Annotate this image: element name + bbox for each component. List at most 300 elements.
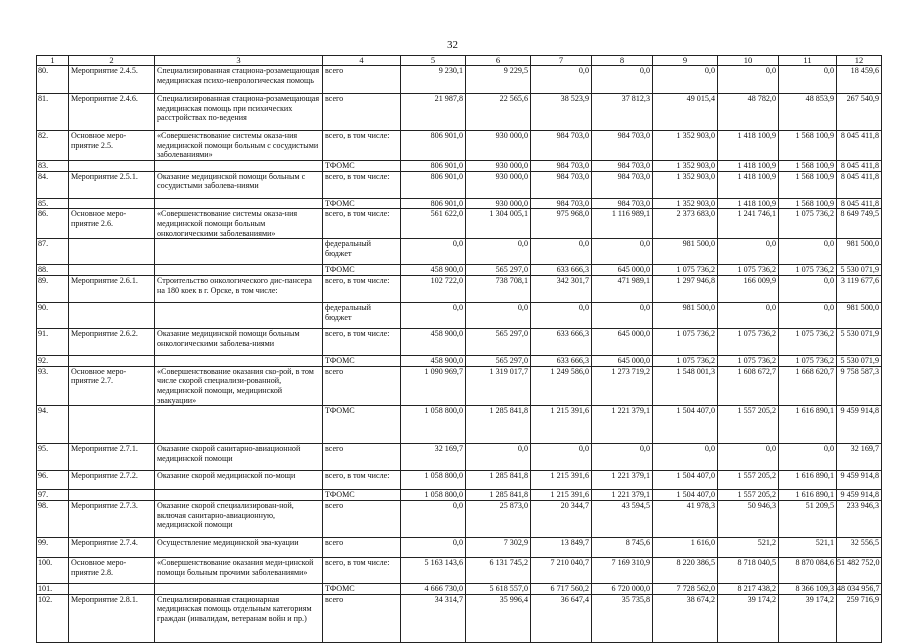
value-cell: 21 987,8 bbox=[401, 94, 466, 131]
value-cell: 1 352 903,0 bbox=[653, 160, 718, 171]
value-cell: 32 169,7 bbox=[401, 444, 466, 471]
funding-source: всего bbox=[323, 366, 401, 405]
value-cell: 1 075 736,2 bbox=[779, 265, 837, 276]
value-cell: 806 901,0 bbox=[401, 131, 466, 161]
event-name bbox=[69, 160, 155, 171]
value-cell: 0,0 bbox=[653, 444, 718, 471]
value-cell: 981 500,0 bbox=[837, 303, 882, 329]
value-cell: 8 870 084,6 bbox=[779, 558, 837, 584]
value-cell: 0,0 bbox=[531, 444, 592, 471]
value-cell: 1 075 736,2 bbox=[779, 329, 837, 356]
value-cell: 8 045 411,8 bbox=[837, 131, 882, 161]
value-cell: 9 230,1 bbox=[401, 66, 466, 94]
event-description: Оказание медицинской помощи больным онкологическими заболева-ниями bbox=[155, 329, 323, 356]
event-name bbox=[69, 584, 155, 595]
value-cell: 0,0 bbox=[779, 276, 837, 303]
header-cell: 9 bbox=[653, 56, 718, 66]
value-cell: 1 090 969,7 bbox=[401, 366, 466, 405]
value-cell: 1 221 379,1 bbox=[592, 490, 653, 501]
event-name: Мероприятие 2.5.1. bbox=[69, 171, 155, 198]
value-cell: 102 722,0 bbox=[401, 276, 466, 303]
value-cell: 0,0 bbox=[718, 303, 779, 329]
value-cell: 565 297,0 bbox=[466, 265, 531, 276]
table-row bbox=[37, 366, 882, 405]
value-cell: 1 058 800,0 bbox=[401, 406, 466, 444]
event-name: Мероприятие 2.7.3. bbox=[69, 501, 155, 538]
value-cell: 1 418 100,9 bbox=[718, 198, 779, 209]
value-cell: 38 523,9 bbox=[531, 94, 592, 131]
value-cell: 0,0 bbox=[779, 444, 837, 471]
value-cell: 18 459,6 bbox=[837, 66, 882, 94]
value-cell: 1 352 903,0 bbox=[653, 171, 718, 198]
table-row bbox=[37, 356, 882, 367]
value-cell: 166 009,9 bbox=[718, 276, 779, 303]
table-row bbox=[37, 171, 882, 198]
value-cell: 975 968,0 bbox=[531, 209, 592, 239]
row-number: 84. bbox=[37, 171, 69, 198]
event-description bbox=[155, 303, 323, 329]
funding-source: ТФОМС bbox=[323, 265, 401, 276]
value-cell: 9 459 914,8 bbox=[837, 406, 882, 444]
event-name: Основное меро-приятие 2.7. bbox=[69, 366, 155, 405]
value-cell: 1 285 841,8 bbox=[466, 471, 531, 490]
value-cell: 9 459 914,8 bbox=[837, 490, 882, 501]
value-cell: 633 666,3 bbox=[531, 329, 592, 356]
value-cell: 1 215 391,6 bbox=[531, 490, 592, 501]
value-cell: 458 900,0 bbox=[401, 329, 466, 356]
row-number: 101. bbox=[37, 584, 69, 595]
event-name bbox=[69, 490, 155, 501]
value-cell: 8 045 411,8 bbox=[837, 171, 882, 198]
value-cell: 984 703,0 bbox=[592, 198, 653, 209]
funding-source: всего, в том числе: bbox=[323, 276, 401, 303]
funding-source: всего, в том числе: bbox=[323, 471, 401, 490]
value-cell: 48 853,9 bbox=[779, 94, 837, 131]
funding-source: федеральный бюджет bbox=[323, 303, 401, 329]
header-cell: 7 bbox=[531, 56, 592, 66]
value-cell: 1 058 800,0 bbox=[401, 490, 466, 501]
table-row bbox=[37, 239, 882, 265]
row-number: 80. bbox=[37, 66, 69, 94]
row-number: 92. bbox=[37, 356, 69, 367]
table-row bbox=[37, 490, 882, 501]
value-cell: 5 530 071,9 bbox=[837, 356, 882, 367]
funding-source: ТФОМС bbox=[323, 356, 401, 367]
table-row bbox=[37, 209, 882, 239]
value-cell: 0,0 bbox=[401, 303, 466, 329]
value-cell: 1 075 736,2 bbox=[718, 356, 779, 367]
table-row bbox=[37, 538, 882, 558]
table-row bbox=[37, 501, 882, 538]
value-cell: 930 000,0 bbox=[466, 131, 531, 161]
value-cell: 259 716,9 bbox=[837, 594, 882, 642]
event-name: Основное меро-приятие 2.6. bbox=[69, 209, 155, 239]
value-cell: 8 745,6 bbox=[592, 538, 653, 558]
value-cell: 35 996,4 bbox=[466, 594, 531, 642]
value-cell: 0,0 bbox=[653, 66, 718, 94]
value-cell: 9 459 914,8 bbox=[837, 471, 882, 490]
value-cell: 2 373 683,0 bbox=[653, 209, 718, 239]
value-cell: 1 215 391,6 bbox=[531, 406, 592, 444]
value-cell: 7 210 040,7 bbox=[531, 558, 592, 584]
value-cell: 471 989,1 bbox=[592, 276, 653, 303]
value-cell: 1 075 736,2 bbox=[718, 265, 779, 276]
header-cell: 8 bbox=[592, 56, 653, 66]
event-description: Оказание скорой медицинской по-мощи bbox=[155, 471, 323, 490]
value-cell: 1 616 890,1 bbox=[779, 406, 837, 444]
value-cell: 521,1 bbox=[779, 538, 837, 558]
header-cell: 3 bbox=[155, 56, 323, 66]
value-cell: 1 568 100,9 bbox=[779, 171, 837, 198]
row-number: 96. bbox=[37, 471, 69, 490]
value-cell: 6 131 745,2 bbox=[466, 558, 531, 584]
value-cell: 267 540,9 bbox=[837, 94, 882, 131]
budget-table bbox=[36, 55, 882, 643]
value-cell: 981 500,0 bbox=[837, 239, 882, 265]
table-row bbox=[37, 444, 882, 471]
value-cell: 1 075 736,2 bbox=[718, 329, 779, 356]
header-row bbox=[37, 56, 882, 66]
event-description: Оказание скорой санитарно-авиационной медицинской помощи bbox=[155, 444, 323, 471]
value-cell: 36 647,4 bbox=[531, 594, 592, 642]
value-cell: 0,0 bbox=[401, 501, 466, 538]
value-cell: 0,0 bbox=[779, 66, 837, 94]
row-number: 87. bbox=[37, 239, 69, 265]
value-cell: 8 220 386,5 bbox=[653, 558, 718, 584]
value-cell: 1 418 100,9 bbox=[718, 160, 779, 171]
funding-source: ТФОМС bbox=[323, 160, 401, 171]
table-row bbox=[37, 406, 882, 444]
value-cell: 1 285 841,8 bbox=[466, 490, 531, 501]
event-name: Основное меро-приятие 2.5. bbox=[69, 131, 155, 161]
value-cell: 1 548 001,3 bbox=[653, 366, 718, 405]
value-cell: 458 900,0 bbox=[401, 265, 466, 276]
header-cell: 5 bbox=[401, 56, 466, 66]
value-cell: 25 873,0 bbox=[466, 501, 531, 538]
value-cell: 5 530 071,9 bbox=[837, 265, 882, 276]
value-cell: 1 352 903,0 bbox=[653, 131, 718, 161]
value-cell: 1 215 391,6 bbox=[531, 471, 592, 490]
value-cell: 984 703,0 bbox=[531, 171, 592, 198]
value-cell: 8 718 040,5 bbox=[718, 558, 779, 584]
value-cell: 5 530 071,9 bbox=[837, 329, 882, 356]
funding-source: ТФОМС bbox=[323, 406, 401, 444]
table-row bbox=[37, 131, 882, 161]
row-number: 102. bbox=[37, 594, 69, 642]
event-description: Специализированная стациона-розамещающая медицинская помощь при психических расстройствах по-ведения bbox=[155, 94, 323, 131]
header-cell: 4 bbox=[323, 56, 401, 66]
row-number: 82. bbox=[37, 131, 69, 161]
value-cell: 1 249 586,0 bbox=[531, 366, 592, 405]
funding-source: федеральный бюджет bbox=[323, 239, 401, 265]
value-cell: 930 000,0 bbox=[466, 198, 531, 209]
value-cell: 565 297,0 bbox=[466, 329, 531, 356]
value-cell: 984 703,0 bbox=[531, 160, 592, 171]
event-description: Осуществление медицинской эва-куации bbox=[155, 538, 323, 558]
value-cell: 5 618 557,0 bbox=[466, 584, 531, 595]
value-cell: 1 504 407,0 bbox=[653, 471, 718, 490]
event-description: «Совершенствование системы оказа-ния медицинской помощи больным с сосудистыми заболеваниями» bbox=[155, 131, 323, 161]
value-cell: 565 297,0 bbox=[466, 356, 531, 367]
value-cell: 984 703,0 bbox=[592, 160, 653, 171]
funding-source: всего bbox=[323, 594, 401, 642]
funding-source: всего, в том числе: bbox=[323, 131, 401, 161]
event-name: Мероприятие 2.6.1. bbox=[69, 276, 155, 303]
event-name: Мероприятие 2.7.2. bbox=[69, 471, 155, 490]
value-cell: 0,0 bbox=[466, 303, 531, 329]
value-cell: 984 703,0 bbox=[592, 131, 653, 161]
value-cell: 4 666 730,0 bbox=[401, 584, 466, 595]
event-name: Мероприятие 2.6.2. bbox=[69, 329, 155, 356]
table-row bbox=[37, 94, 882, 131]
event-name: Мероприятие 2.7.1. bbox=[69, 444, 155, 471]
value-cell: 13 849,7 bbox=[531, 538, 592, 558]
row-number: 88. bbox=[37, 265, 69, 276]
table-row bbox=[37, 584, 882, 595]
value-cell: 49 015,4 bbox=[653, 94, 718, 131]
value-cell: 0,0 bbox=[401, 538, 466, 558]
value-cell: 1 058 800,0 bbox=[401, 471, 466, 490]
header-cell: 10 bbox=[718, 56, 779, 66]
value-cell: 0,0 bbox=[592, 66, 653, 94]
value-cell: 0,0 bbox=[466, 444, 531, 471]
value-cell: 806 901,0 bbox=[401, 160, 466, 171]
row-number: 81. bbox=[37, 94, 69, 131]
event-description: Специализированная стационарная медицинская помощь отдельным категориям граждан (инвалидам, ветеранам войн и пр.) bbox=[155, 594, 323, 642]
value-cell: 1 304 005,1 bbox=[466, 209, 531, 239]
table-body bbox=[37, 66, 882, 643]
header-cell: 1 bbox=[37, 56, 69, 66]
value-cell: 0,0 bbox=[466, 239, 531, 265]
event-description: Оказание скорой специализирован-ной, включая санитарно-авиационную, медицинской помощи bbox=[155, 501, 323, 538]
row-number: 86. bbox=[37, 209, 69, 239]
page-number: 32 bbox=[447, 39, 458, 51]
value-cell: 51 482 752,0 bbox=[837, 558, 882, 584]
value-cell: 32 556,5 bbox=[837, 538, 882, 558]
value-cell: 1 075 736,2 bbox=[653, 356, 718, 367]
funding-source: всего bbox=[323, 94, 401, 131]
table-row bbox=[37, 594, 882, 642]
value-cell: 0,0 bbox=[718, 239, 779, 265]
value-cell: 1 608 672,7 bbox=[718, 366, 779, 405]
value-cell: 738 708,1 bbox=[466, 276, 531, 303]
value-cell: 806 901,0 bbox=[401, 171, 466, 198]
header-cell: 6 bbox=[466, 56, 531, 66]
value-cell: 1 568 100,9 bbox=[779, 160, 837, 171]
event-name: Мероприятие 2.7.4. bbox=[69, 538, 155, 558]
table-row bbox=[37, 160, 882, 171]
funding-source: всего, в том числе: bbox=[323, 329, 401, 356]
table-row bbox=[37, 265, 882, 276]
event-description: «Совершенствование системы оказа-ния медицинской помощи больным онкологическими заболеваниями» bbox=[155, 209, 323, 239]
value-cell: 0,0 bbox=[779, 303, 837, 329]
table-row bbox=[37, 558, 882, 584]
value-cell: 7 302,9 bbox=[466, 538, 531, 558]
value-cell: 8 649 749,5 bbox=[837, 209, 882, 239]
value-cell: 930 000,0 bbox=[466, 171, 531, 198]
event-name: Мероприятие 2.8.1. bbox=[69, 594, 155, 642]
row-number: 93. bbox=[37, 366, 69, 405]
event-name bbox=[69, 265, 155, 276]
event-name: Мероприятие 2.4.5. bbox=[69, 66, 155, 94]
funding-source: всего, в том числе: bbox=[323, 171, 401, 198]
value-cell: 930 000,0 bbox=[466, 160, 531, 171]
row-number: 97. bbox=[37, 490, 69, 501]
event-name bbox=[69, 406, 155, 444]
value-cell: 981 500,0 bbox=[653, 303, 718, 329]
value-cell: 0,0 bbox=[779, 239, 837, 265]
value-cell: 1 075 736,2 bbox=[653, 265, 718, 276]
event-description bbox=[155, 584, 323, 595]
value-cell: 0,0 bbox=[592, 303, 653, 329]
value-cell: 1 616 890,1 bbox=[779, 490, 837, 501]
value-cell: 22 565,6 bbox=[466, 94, 531, 131]
value-cell: 8 045 411,8 bbox=[837, 160, 882, 171]
value-cell: 41 978,3 bbox=[653, 501, 718, 538]
value-cell: 1 557 205,2 bbox=[718, 471, 779, 490]
funding-source: ТФОМС bbox=[323, 584, 401, 595]
funding-source: ТФОМС bbox=[323, 490, 401, 501]
value-cell: 8 217 438,2 bbox=[718, 584, 779, 595]
table-row bbox=[37, 66, 882, 94]
table-row bbox=[37, 198, 882, 209]
value-cell: 32 169,7 bbox=[837, 444, 882, 471]
row-number: 91. bbox=[37, 329, 69, 356]
table-row bbox=[37, 329, 882, 356]
value-cell: 458 900,0 bbox=[401, 356, 466, 367]
row-number: 89. bbox=[37, 276, 69, 303]
value-cell: 9 758 587,3 bbox=[837, 366, 882, 405]
value-cell: 1 273 719,2 bbox=[592, 366, 653, 405]
value-cell: 1 075 736,2 bbox=[779, 209, 837, 239]
event-description bbox=[155, 239, 323, 265]
value-cell: 806 901,0 bbox=[401, 198, 466, 209]
event-name: Основное меро-приятие 2.8. bbox=[69, 558, 155, 584]
value-cell: 342 301,7 bbox=[531, 276, 592, 303]
value-cell: 1 504 407,0 bbox=[653, 490, 718, 501]
value-cell: 0,0 bbox=[531, 239, 592, 265]
value-cell: 51 209,5 bbox=[779, 501, 837, 538]
row-number: 83. bbox=[37, 160, 69, 171]
row-number: 95. bbox=[37, 444, 69, 471]
event-name bbox=[69, 198, 155, 209]
value-cell: 38 674,2 bbox=[653, 594, 718, 642]
value-cell: 1 221 379,1 bbox=[592, 471, 653, 490]
value-cell: 35 735,8 bbox=[592, 594, 653, 642]
value-cell: 633 666,3 bbox=[531, 356, 592, 367]
value-cell: 0,0 bbox=[718, 66, 779, 94]
value-cell: 0,0 bbox=[531, 303, 592, 329]
value-cell: 1 668 620,7 bbox=[779, 366, 837, 405]
funding-source: всего bbox=[323, 501, 401, 538]
event-name: Мероприятие 2.4.6. bbox=[69, 94, 155, 131]
row-number: 85. bbox=[37, 198, 69, 209]
value-cell: 0,0 bbox=[592, 239, 653, 265]
event-description bbox=[155, 356, 323, 367]
event-description bbox=[155, 265, 323, 276]
value-cell: 1 297 946,8 bbox=[653, 276, 718, 303]
value-cell: 48 034 956,7 bbox=[837, 584, 880, 594]
row-number: 99. bbox=[37, 538, 69, 558]
value-cell: 1 285 841,8 bbox=[466, 406, 531, 444]
value-cell: 984 703,0 bbox=[531, 131, 592, 161]
value-cell: 0,0 bbox=[401, 239, 466, 265]
value-cell: 43 594,5 bbox=[592, 501, 653, 538]
value-cell: 1 504 407,0 bbox=[653, 406, 718, 444]
value-cell: 984 703,0 bbox=[592, 171, 653, 198]
row-number: 100. bbox=[37, 558, 69, 584]
value-cell: 984 703,0 bbox=[531, 198, 592, 209]
value-cell: 1 075 736,2 bbox=[779, 356, 837, 367]
value-cell: 521,2 bbox=[718, 538, 779, 558]
value-cell: 561 622,0 bbox=[401, 209, 466, 239]
value-cell: 645 000,0 bbox=[592, 356, 653, 367]
header-cell: 12 bbox=[837, 56, 882, 66]
event-description bbox=[155, 160, 323, 171]
funding-source: всего, в том числе: bbox=[323, 558, 401, 584]
value-cell: 8 045 411,8 bbox=[837, 198, 882, 209]
table-row bbox=[37, 471, 882, 490]
value-cell: 50 946,3 bbox=[718, 501, 779, 538]
value-cell: 1 557 205,2 bbox=[718, 406, 779, 444]
value-cell: 981 500,0 bbox=[653, 239, 718, 265]
value-cell: 6 720 000,0 bbox=[592, 584, 653, 595]
header-cell: 2 bbox=[69, 56, 155, 66]
table-row bbox=[37, 303, 882, 329]
value-cell: 645 000,0 bbox=[592, 329, 653, 356]
value-cell: 1 319 017,7 bbox=[466, 366, 531, 405]
value-cell: 8 366 109,3 bbox=[779, 584, 837, 595]
value-cell: 1 221 379,1 bbox=[592, 406, 653, 444]
event-name bbox=[69, 356, 155, 367]
event-description: Специализированная стациона-розамещающая медицинская психо-неврологическая помощь bbox=[155, 66, 323, 94]
value-cell: 1 116 989,1 bbox=[592, 209, 653, 239]
row-number: 90. bbox=[37, 303, 69, 329]
value-cell: 1 075 736,2 bbox=[653, 329, 718, 356]
value-cell: 3 119 677,6 bbox=[837, 276, 882, 303]
value-cell: 633 666,3 bbox=[531, 265, 592, 276]
funding-source: всего, в том числе: bbox=[323, 209, 401, 239]
value-cell: 1 418 100,9 bbox=[718, 131, 779, 161]
event-description: «Совершенствование оказания меди-цинской помощи больным прочими заболеваниями» bbox=[155, 558, 323, 584]
value-cell: 9 229,5 bbox=[466, 66, 531, 94]
funding-source: всего bbox=[323, 538, 401, 558]
value-cell: 1 418 100,9 bbox=[718, 171, 779, 198]
funding-source: ТФОМС bbox=[323, 198, 401, 209]
value-cell: 1 241 746,1 bbox=[718, 209, 779, 239]
value-cell: 7 169 310,9 bbox=[592, 558, 653, 584]
value-cell: 5 163 143,6 bbox=[401, 558, 466, 584]
value-cell: 1 616,0 bbox=[653, 538, 718, 558]
value-cell: 48 782,0 bbox=[718, 94, 779, 131]
value-cell: 20 344,7 bbox=[531, 501, 592, 538]
value-cell: 1 568 100,9 bbox=[779, 131, 837, 161]
funding-source: всего bbox=[323, 66, 401, 94]
value-cell: 37 812,3 bbox=[592, 94, 653, 131]
event-description: Строительство онкологического дис-пансера на 180 коек в г. Орске, в том числе: bbox=[155, 276, 323, 303]
value-cell: 233 946,3 bbox=[837, 501, 882, 538]
row-number: 98. bbox=[37, 501, 69, 538]
value-cell: 6 717 560,2 bbox=[531, 584, 592, 595]
header-cell: 11 bbox=[779, 56, 837, 66]
row-number: 94. bbox=[37, 406, 69, 444]
funding-source: всего bbox=[323, 444, 401, 471]
event-description bbox=[155, 198, 323, 209]
value-cell: 7 728 562,0 bbox=[653, 584, 718, 595]
value-cell: 0,0 bbox=[718, 444, 779, 471]
value-cell: 0,0 bbox=[531, 66, 592, 94]
value-cell: 1 616 890,1 bbox=[779, 471, 837, 490]
